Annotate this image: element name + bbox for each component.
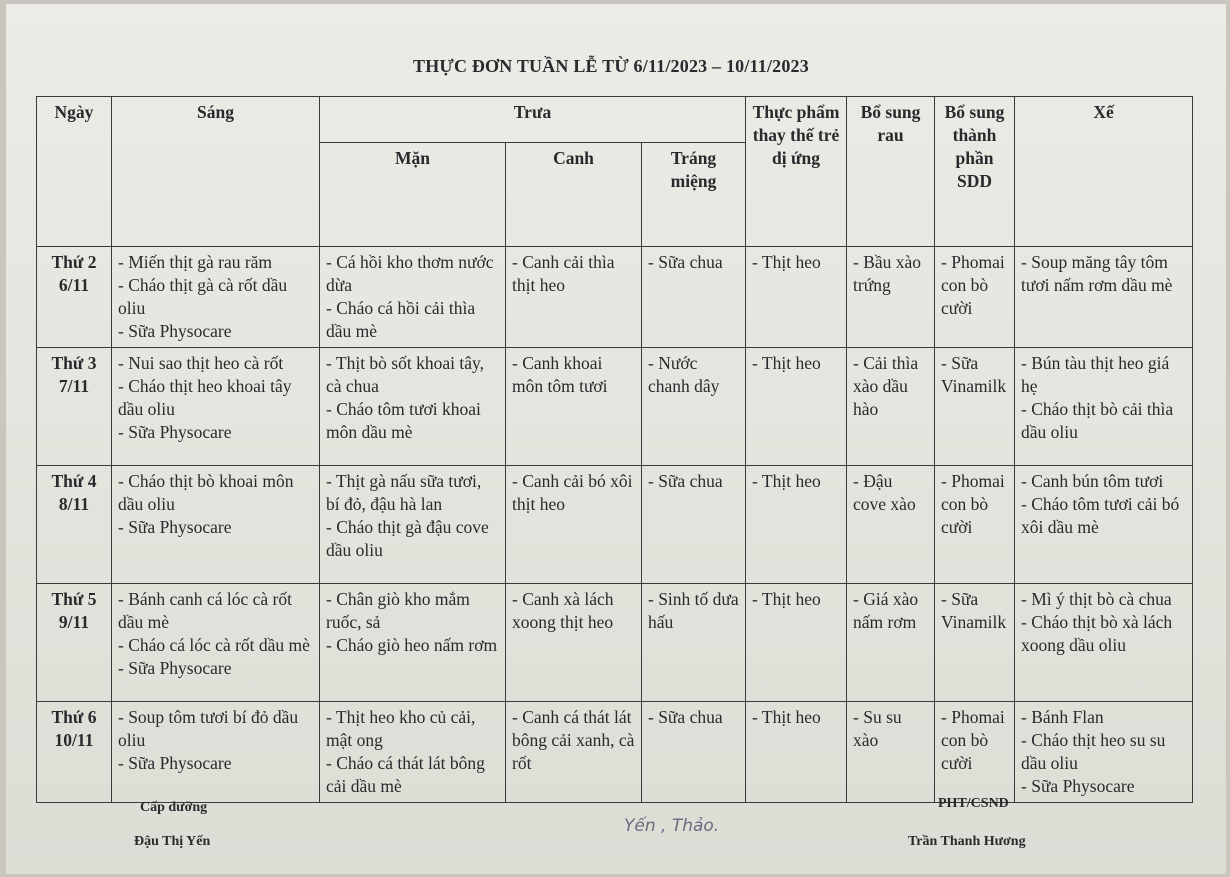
menu-row [37, 348, 1193, 466]
allergy-item: - Thịt heo [752, 252, 821, 272]
sdd-item: - Phomai con bò cười [941, 252, 1005, 318]
breakfast-item: - Cháo thịt heo khoai tây dầu oliu [118, 376, 292, 419]
breakfast-item: - Sữa Physocare [118, 753, 232, 773]
day-date: 8/11 [58, 494, 90, 514]
sdd-cell [935, 584, 1015, 702]
sdd-cell [935, 702, 1015, 803]
day-cell [37, 247, 112, 348]
breakfast-cell [112, 466, 320, 584]
snack-cell [1015, 584, 1193, 702]
snack-item: - Cháo thịt heo su su dầu oliu [1021, 730, 1166, 773]
header-vegetable-supplement: Bổ sung rau [847, 97, 935, 247]
snack-item: - Canh bún tôm tươi [1021, 471, 1164, 491]
veg-cell [847, 702, 935, 803]
header-allergy-substitute: Thực phẩm thay thế trẻ dị ứng [746, 97, 847, 247]
day-name: Thứ 5 [51, 589, 97, 609]
savory-cell [320, 247, 506, 348]
allergy-item: - Thịt heo [752, 471, 821, 491]
dessert-cell [642, 247, 746, 348]
soup-cell [506, 466, 642, 584]
weekly-menu-table [36, 96, 1193, 803]
veg-cell [847, 466, 935, 584]
sdd-cell [935, 348, 1015, 466]
day-date: 10/11 [54, 730, 94, 750]
header-lunch: Trưa [320, 97, 746, 143]
savory-item: - Chân giò kho mắm ruốc, sả [326, 589, 470, 632]
savory-item: - Thịt gà nấu sữa tươi, bí đỏ, đậu hà lan [326, 471, 482, 514]
day-cell [37, 348, 112, 466]
day-name: Thứ 3 [51, 353, 97, 373]
veg-item: - Giá xào nấm rơm [853, 589, 919, 632]
day-name: Thứ 2 [51, 252, 97, 272]
footer-left-title: Cấp dưỡng [140, 800, 208, 815]
day-cell [37, 702, 112, 803]
dessert-item: - Nước chanh dây [648, 353, 720, 396]
soup-cell [506, 584, 642, 702]
savory-item: - Cá hồi kho thơm nước dừa [326, 252, 494, 295]
snack-cell [1015, 348, 1193, 466]
menu-row [37, 247, 1193, 348]
breakfast-item: - Soup tôm tươi bí đỏ dầu oliu [118, 707, 299, 750]
day-date: 6/11 [58, 275, 90, 295]
soup-item: - Canh khoai môn tôm tươi [512, 353, 608, 396]
snack-item: - Cháo thịt bò cải thìa dầu oliu [1021, 399, 1174, 442]
snack-cell [1015, 702, 1193, 803]
breakfast-cell [112, 584, 320, 702]
snack-item: - Soup măng tây tôm tươi nấm rơm dầu mè [1021, 252, 1173, 295]
soup-cell [506, 702, 642, 803]
savory-item: - Cháo cá hồi cải thìa dầu mè [326, 298, 476, 341]
breakfast-cell [112, 348, 320, 466]
dessert-item: - Sữa chua [648, 707, 723, 727]
breakfast-item: - Cháo cá lóc cà rốt dầu mè [118, 635, 310, 655]
veg-cell [847, 348, 935, 466]
day-cell [37, 466, 112, 584]
header-savory: Mặn [320, 143, 506, 247]
allergy-item: - Thịt heo [752, 589, 821, 609]
sdd-item: - Sữa Vinamilk [941, 589, 1007, 632]
breakfast-cell [112, 702, 320, 803]
allergy-cell [746, 702, 847, 803]
savory-item: - Thịt bò sốt khoai tây, cà chua [326, 353, 484, 396]
breakfast-item: - Sữa Physocare [118, 321, 232, 341]
dessert-item: - Sữa chua [648, 471, 723, 491]
snack-item: - Sữa Physocare [1021, 776, 1135, 796]
header-snack: Xế [1015, 97, 1193, 247]
soup-cell [506, 348, 642, 466]
allergy-cell [746, 348, 847, 466]
dessert-cell [642, 702, 746, 803]
savory-cell [320, 584, 506, 702]
sdd-cell [935, 247, 1015, 348]
savory-item: - Cháo thịt gà đậu cove dầu oliu [326, 517, 489, 560]
day-cell [37, 584, 112, 702]
savory-item: - Cháo cá thát lát bông cải dầu mè [326, 753, 485, 796]
veg-cell [847, 247, 935, 348]
header-breakfast: Sáng [112, 97, 320, 247]
snack-item: - Bánh Flan [1021, 707, 1104, 727]
footer-right-title: PHT/CSND [938, 796, 1009, 811]
day-date: 7/11 [58, 376, 90, 396]
snack-item: - Bún tàu thịt heo giá hẹ [1021, 353, 1170, 396]
dessert-cell [642, 584, 746, 702]
savory-item: - Cháo tôm tươi khoai môn dầu mè [326, 399, 481, 442]
breakfast-item: - Miến thịt gà rau răm [118, 252, 273, 272]
breakfast-item: - Cháo thịt gà cà rốt dầu oliu [118, 275, 288, 318]
header-dessert: Tráng miệng [642, 143, 746, 247]
soup-item: - Canh cá thát lát bông cải xanh, cà rốt [512, 707, 635, 773]
menu-row [37, 584, 1193, 702]
footer-right-name: Trần Thanh Hương [908, 834, 1026, 849]
breakfast-item: - Sữa Physocare [118, 517, 232, 537]
allergy-cell [746, 584, 847, 702]
header-sdd-supplement: Bổ sung thành phần SDD [935, 97, 1015, 247]
menu-row [37, 466, 1193, 584]
snack-cell [1015, 466, 1193, 584]
soup-item: - Canh cải thìa thịt heo [512, 252, 615, 295]
savory-item: - Thịt heo kho củ cải, mật ong [326, 707, 476, 750]
breakfast-item: - Sữa Physocare [118, 422, 232, 442]
footer-left-name: Đậu Thị Yến [134, 834, 211, 849]
day-name: Thứ 6 [51, 707, 97, 727]
dessert-cell [642, 348, 746, 466]
menu-body [37, 247, 1193, 803]
snack-item: - Cháo thịt bò xà lách xoong dầu oliu [1021, 612, 1173, 655]
sdd-item: - Phomai con bò cười [941, 471, 1005, 537]
snack-item: - Mì ý thịt bò cà chua [1021, 589, 1172, 609]
sdd-item: - Phomai con bò cười [941, 707, 1005, 773]
breakfast-item: - Cháo thịt bò khoai môn dầu oliu [118, 471, 294, 514]
veg-item: - Bầu xào trứng [853, 252, 922, 295]
savory-cell [320, 348, 506, 466]
savory-cell [320, 466, 506, 584]
menu-row [37, 702, 1193, 803]
sdd-item: - Sữa Vinamilk [941, 353, 1007, 396]
header-day: Ngày [37, 97, 112, 247]
dessert-item: - Sinh tố dưa hấu [648, 589, 739, 632]
allergy-cell [746, 466, 847, 584]
breakfast-cell [112, 247, 320, 348]
veg-item: - Cải thìa xào dầu hào [853, 353, 919, 419]
soup-cell [506, 247, 642, 348]
veg-item: - Su su xào [853, 707, 902, 750]
dessert-item: - Sữa chua [648, 252, 723, 272]
breakfast-item: - Bánh canh cá lóc cà rốt dầu mè [118, 589, 292, 632]
menu-paper [6, 4, 1226, 874]
snack-cell [1015, 247, 1193, 348]
soup-item: - Canh xà lách xoong thịt heo [512, 589, 614, 632]
breakfast-item: - Sữa Physocare [118, 658, 232, 678]
savory-cell [320, 702, 506, 803]
soup-item: - Canh cải bó xôi thịt heo [512, 471, 633, 514]
veg-cell [847, 584, 935, 702]
day-name: Thứ 4 [51, 471, 97, 491]
veg-item: - Đậu cove xào [853, 471, 916, 514]
allergy-item: - Thịt heo [752, 353, 821, 373]
sdd-cell [935, 466, 1015, 584]
savory-item: - Cháo giò heo nấm rơm [326, 635, 498, 655]
handwritten-signature: Yến , Thảo. [624, 816, 720, 836]
snack-item: - Cháo tôm tươi cải bó xôi dầu mè [1021, 494, 1180, 537]
header-soup: Canh [506, 143, 642, 247]
breakfast-item: - Nui sao thịt heo cà rốt [118, 353, 284, 373]
menu-title: THỰC ĐƠN TUẦN LỄ TỪ 6/11/2023 – 10/11/2023 [413, 56, 809, 76]
dessert-cell [642, 466, 746, 584]
allergy-cell [746, 247, 847, 348]
day-date: 9/11 [58, 612, 90, 632]
allergy-item: - Thịt heo [752, 707, 821, 727]
